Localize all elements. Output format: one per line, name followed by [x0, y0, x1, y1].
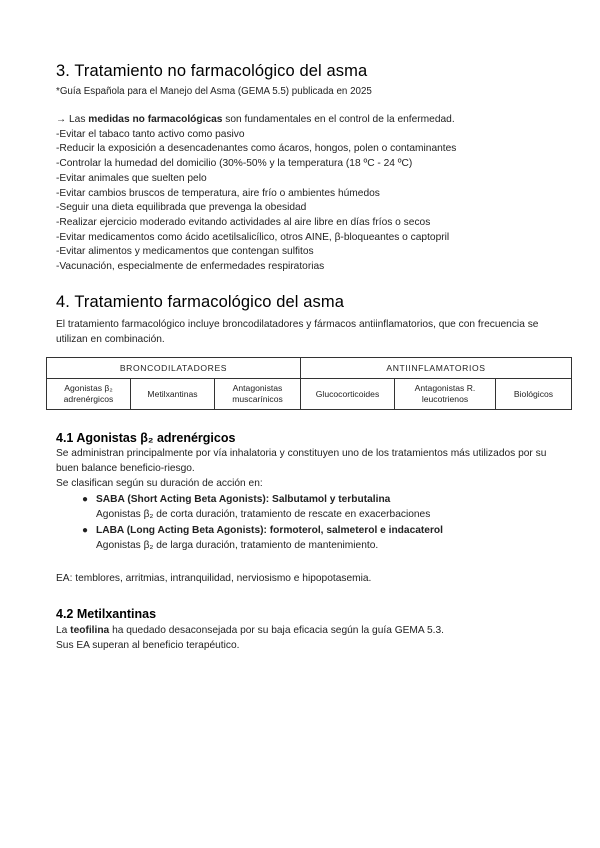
- list-item: ● LABA (Long Acting Beta Agonists): formoterol, salmeterol e indacaterol: [56, 523, 556, 538]
- list-item: -Controlar la humedad del domicilio (30%-50% y la temperatura (18 ºC - 24 ºC): [56, 158, 413, 170]
- section-4-2: [56, 607, 556, 653]
- guide-note: *Guía Española para el Manejo del Asma (GEMA 5.5) publicada en 2025: [56, 86, 372, 97]
- bullet-icon: ●: [81, 525, 89, 536]
- table-cell: Antagonistas muscarínicos: [215, 379, 301, 410]
- table-cell: Metilxantinas: [131, 379, 215, 410]
- table-cell: Glucocorticoides: [301, 379, 395, 410]
- section-4-2-line2: Sus EA superan al beneficio terapéutico.: [56, 640, 240, 651]
- measures-list: [56, 113, 556, 275]
- section-4-1-p2: Se clasifican según su duración de acción en:: [56, 478, 263, 489]
- table-header-antiinflammatories: ANTIINFLAMATORIOS: [301, 358, 572, 379]
- saba-description: Agonistas β₂ de corta duración, tratamiento de rescate en exacerbaciones: [96, 509, 431, 520]
- section-4-2-line1: La teofilina ha quedado desaconsejada por su baja eficacia según la guía GEMA 5.3.: [56, 625, 444, 636]
- list-item: -Realizar ejercicio moderado evitando actividades al aire libre en días fríos o secos: [56, 216, 431, 228]
- table-cell: Biológicos: [496, 379, 572, 410]
- list-item: -Evitar medicamentos como ácido acetilsalicílico, otros AINE, β-bloqueantes o captopril: [56, 231, 450, 243]
- laba-description: Agonistas β₂ de larga duración, tratamiento de mantenimiento.: [96, 540, 379, 551]
- adverse-effects: EA: temblores, arritmias, intranquilidad, nerviosismo e hipopotasemia.: [56, 573, 372, 584]
- table-cell: Agonistas β₂ adrenérgicos: [47, 379, 131, 410]
- measures-intro: → Las medidas no farmacológicas son fundamentales en el control de la enfermedad.: [56, 114, 455, 125]
- bullet-icon: ●: [81, 494, 89, 505]
- section-4-1-title: 4.1 Agonistas β₂ adrenérgicos: [56, 431, 236, 445]
- list-item: -Vacunación, especialmente de enfermedades respiratorias: [56, 261, 325, 273]
- list-item: ● SABA (Short Acting Beta Agonists): Salbutamol y terbutalina: [56, 492, 556, 507]
- list-item: -Evitar animales que suelten pelo: [56, 172, 207, 184]
- list-item: -Evitar cambios bruscos de temperatura, aire frío o ambientes húmedos: [56, 187, 380, 199]
- section-3-title: 3. Tratamiento no farmacológico del asma: [56, 62, 368, 80]
- table-header-bronchodilators: BRONCODILATADORES: [47, 358, 301, 379]
- list-item: -Evitar el tabaco tanto activo como pasivo: [56, 128, 245, 140]
- section-3: [56, 62, 556, 347]
- section-4-1: [56, 431, 556, 586]
- list-item: -Seguir una dieta equilibrada que prevenga la obesidad: [56, 202, 307, 214]
- drug-classification-table: [46, 357, 572, 410]
- section-4-1-p1: Se administran principalmente por vía inhalatoria y constituyen uno de los tratamientos más utilizados por su buen balance beneficio-riesgo.: [56, 448, 547, 474]
- table-cell: Antagonistas R. leucotrienos: [395, 379, 496, 410]
- section-4-title: 4. Tratamiento farmacológico del asma: [56, 292, 345, 311]
- list-item: -Reducir la exposición a desencadenantes como ácaros, hongos, polen o contaminantes: [56, 143, 457, 155]
- section-4-2-title: 4.2 Metilxantinas: [56, 607, 157, 621]
- section-4: [56, 293, 556, 347]
- section-4-text: El tratamiento farmacológico incluye broncodilatadores y fármacos antiinflamatorios, que con frecuencia se utilizan en combinación.: [56, 318, 539, 345]
- list-item: -Evitar alimentos y medicamentos que contengan sulfitos: [56, 246, 314, 258]
